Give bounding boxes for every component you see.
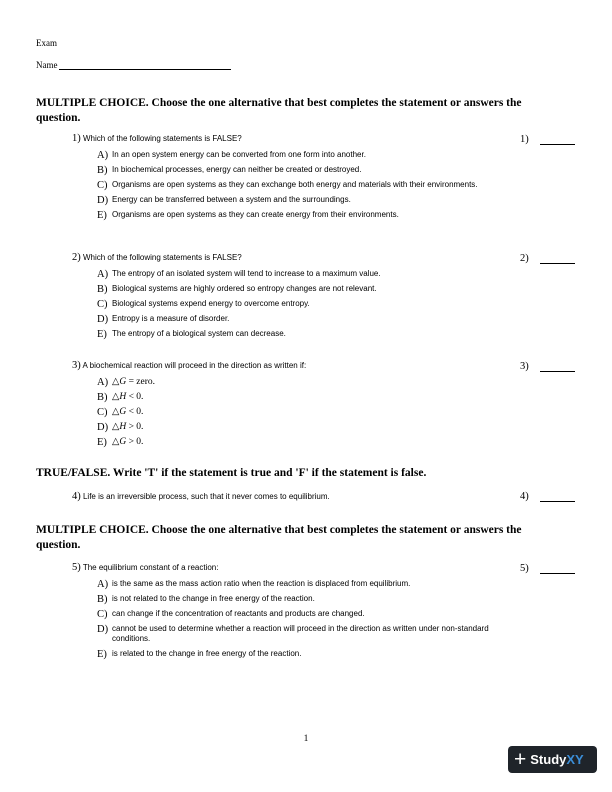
- option-b: B) In biochemical processes, energy can neither be created or destroyed.: [97, 165, 362, 176]
- badge-xy-text: XY: [566, 752, 584, 767]
- plus-icon: +: [514, 747, 527, 771]
- option-e: E) is related to the change in free energy of the reaction.: [97, 649, 302, 660]
- answer-line: [540, 144, 575, 145]
- section-title-multiple-choice: MULTIPLE CHOICE. Choose the one alternative that best completes the statement or answers the question.: [36, 97, 522, 124]
- option-d: D) Energy can be transferred between a system and the surroundings.: [97, 195, 351, 206]
- name-blank-line: [59, 61, 231, 70]
- section-title-multiple-choice-2: MULTIPLE CHOICE. Choose the one alternative that best completes the statement or answers the question.: [36, 524, 522, 551]
- option-e: E) The entropy of a biological system can decrease.: [97, 329, 286, 340]
- answer-blank-3[interactable]: 3): [520, 361, 529, 372]
- answer-line: [540, 263, 575, 264]
- option-d: D) cannot be used to determine whether a reaction will proceed in the direction as written under non-standard conditions.: [97, 624, 489, 643]
- option-c: C) Biological systems expend energy to overcome entropy.: [97, 299, 310, 310]
- option-c: C) Organisms are open systems as they can exchange both energy and materials with their environments.: [97, 180, 478, 191]
- option-c: C) can change if the concentration of reactants and products are changed.: [97, 609, 365, 620]
- badge-study-text: Study: [530, 752, 567, 767]
- option-a: A) is the same as the mass action ratio when the reaction is displaced from equilibrium.: [97, 579, 411, 590]
- question-5: [72, 562, 502, 659]
- answer-blank-4[interactable]: 4): [520, 491, 529, 502]
- option-c: C) △G < 0.: [97, 407, 144, 418]
- section-title-true-false: TRUE/FALSE. Write 'T' if the statement is true and 'F' if the statement is false.: [36, 467, 427, 479]
- exam-label: Exam: [36, 38, 57, 48]
- question-stem: 3) A biochemical reaction will proceed in the direction as written if:: [72, 360, 307, 371]
- question-stem: 1) Which of the following statements is FALSE?: [72, 133, 242, 144]
- option-b: B) Biological systems are highly ordered so entropy changes are not relevant.: [97, 284, 377, 295]
- answer-blank-2[interactable]: 2): [520, 253, 529, 264]
- answer-line: [540, 573, 575, 574]
- question-stem: 4) Life is an irreversible process, such that it never comes to equilibrium.: [72, 491, 330, 502]
- question-4: [72, 491, 502, 503]
- option-d: D) Entropy is a measure of disorder.: [97, 314, 230, 325]
- option-a: A) The entropy of an isolated system will tend to increase to a maximum value.: [97, 269, 381, 280]
- question-3: [72, 360, 502, 447]
- option-a: A) In an open system energy can be converted from one form into another.: [97, 150, 366, 161]
- question-2: [72, 252, 502, 339]
- answer-line: [540, 371, 575, 372]
- option-e: E) △G > 0.: [97, 437, 144, 448]
- option-a: A) △G = zero.: [97, 377, 156, 388]
- answer-blank-1[interactable]: 1): [520, 134, 529, 145]
- question-stem: 2) Which of the following statements is FALSE?: [72, 252, 242, 263]
- studyxy-badge[interactable]: [508, 746, 597, 773]
- page-number: 1: [303, 734, 309, 744]
- answer-blank-5[interactable]: 5): [520, 563, 529, 574]
- answer-line: [540, 501, 575, 502]
- name-label: Name: [36, 60, 58, 70]
- question-1: [72, 133, 502, 220]
- option-b: B) △H < 0.: [97, 392, 144, 403]
- option-b: B) is not related to the change in free energy of the reaction.: [97, 594, 315, 605]
- option-d: D) △H > 0.: [97, 422, 144, 433]
- question-stem: 5) The equilibrium constant of a reaction:: [72, 562, 219, 573]
- option-e: E) Organisms are open systems as they can create energy from their environments.: [97, 210, 399, 221]
- name-field: [36, 60, 231, 70]
